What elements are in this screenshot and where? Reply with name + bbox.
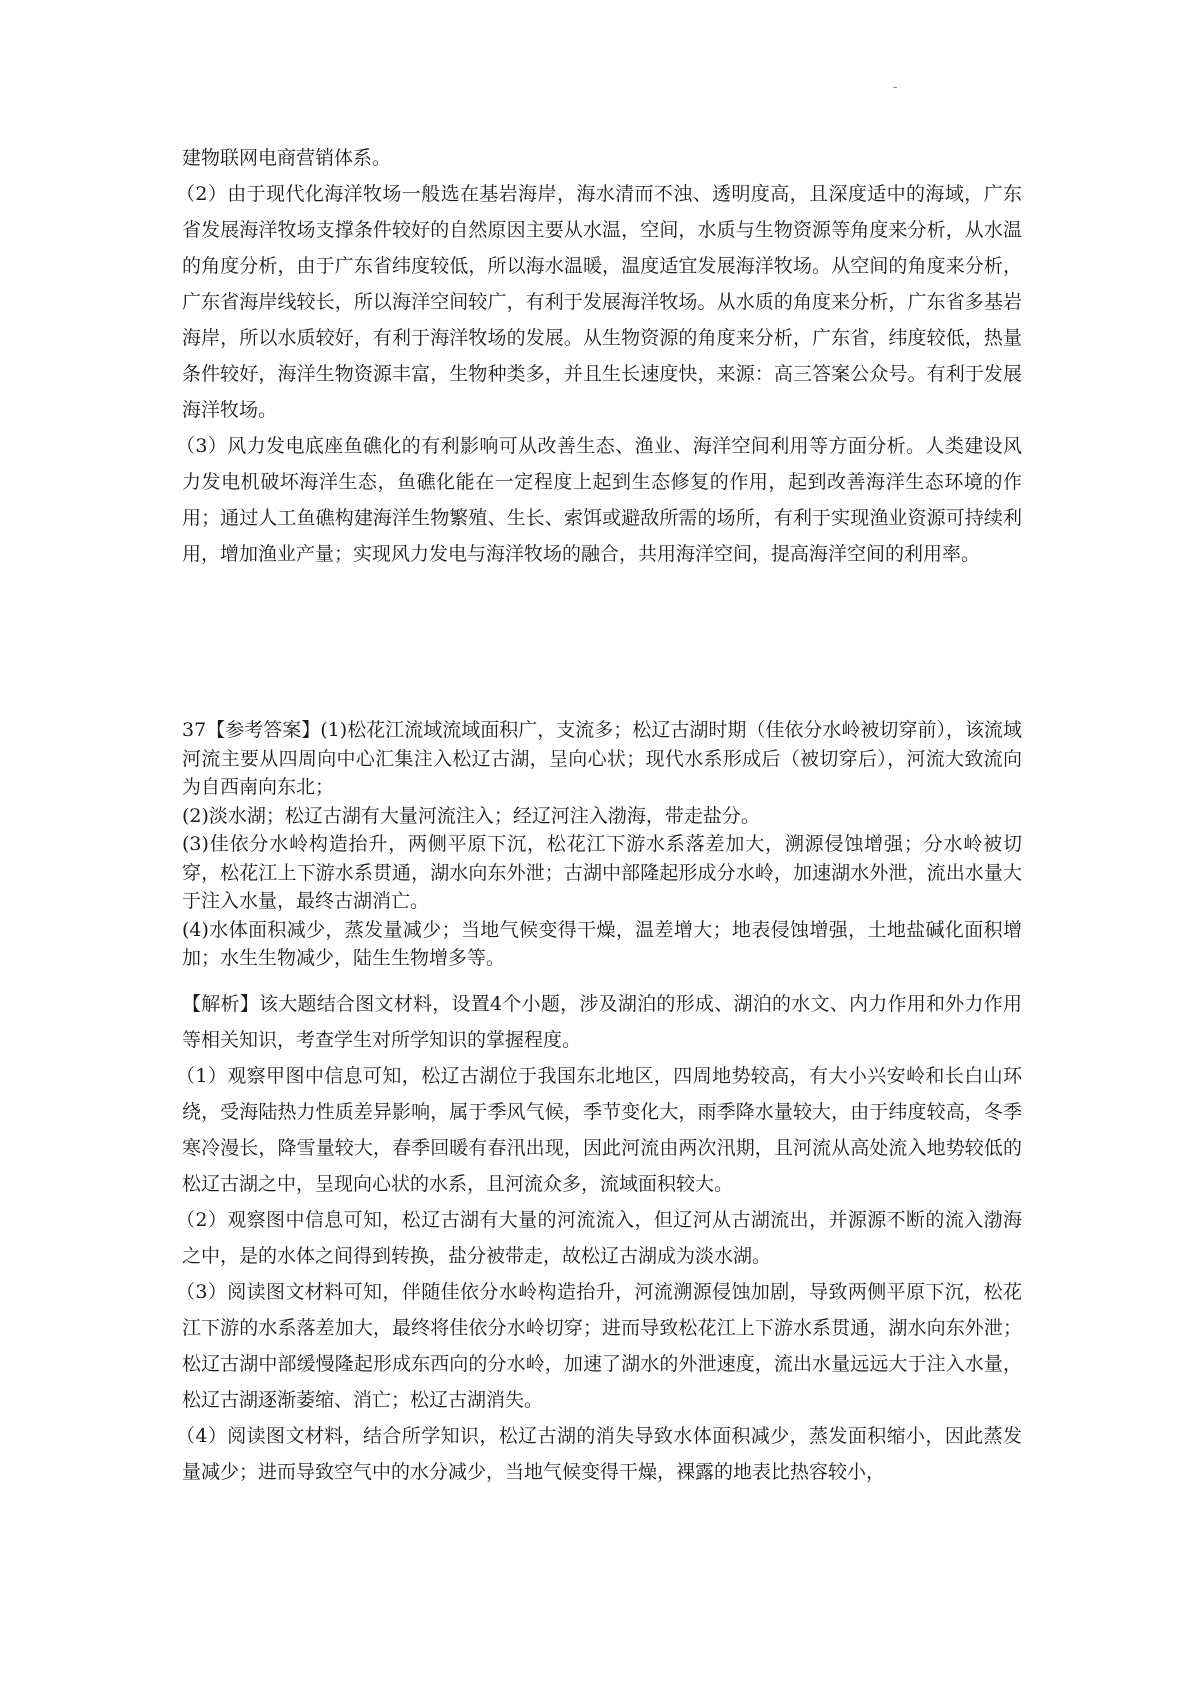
answer-37-part-4: (4)水体面积减少，蒸发量减少；当地气候变得干燥，温差增大；地表侵蚀增强，土地盐碱化面积增加；水生生物减少，陆生生物增多等。 [182,918,1022,969]
answer-37-part-1: 37【参考答案】(1)松花江流域流域面积广，支流多；松辽古湖时期（佳依分水岭被切穿前），该流域河流主要从四周向中心汇集注入松辽古湖，呈向心状；现代水系形成后（被切穿后），河流大致流向为自西南向东北； [182,719,1022,798]
analysis-36-part-3: （3）风力发电底座鱼礁化的有利影响可从改善生态、渔业、海洋空间利用等方面分析。人类建设风力发电机破坏海洋生态，鱼礁化能在一定程度上起到生态修复的作用，起到改善海洋生态环境的作用；通过人工鱼礁构建海洋生物繁殖、生长、索饵或避敌所需的场所，有利于实现渔业资源可持续利用，增加渔业产量；实现风力发电与海洋牧场的融合，共用海洋空间，提高海洋空间的利用率。 [176,435,1022,565]
analysis-37-part-1: （1）观察甲图中信息可知，松辽古湖位于我国东北地区，四周地势较高，有大小兴安岭和长白山环绕，受海陆热力性质差异影响，属于季风气候，季节变化大，雨季降水量较大，由于纬度较高，冬季寒冷漫长，降雪量较大，春季回暖有春汛出现，因此河流由两次汛期，且河流从高处流入地势较低的松辽古湖之中，呈现向心状的水系，且河流众多，流域面积较大。 [176,1065,1022,1195]
answer-37-part-3: (3)佳依分水岭构造抬升，两侧平原下沉，松花江下游水系落差加大，溯源侵蚀增强；分水岭被切穿，松花江上下游水系贯通，湖水向东外泄；古湖中部隆起形成分水岭，加速湖水外泄，流出水量大于注入水量，最终古湖消亡。 [182,833,1022,912]
analysis-37-part-2: （2）观察图中信息可知，松辽古湖有大量的河流流入，但辽河从古湖流出，并源源不断的流入渤海之中，是的水体之间得到转换，盐分被带走，故松辽古湖成为淡水湖。 [176,1209,1022,1267]
analysis-37-intro: 【解析】该大题结合图文材料，设置4个小题，涉及湖泊的形成、湖泊的水文、内力作用和外力作用等相关知识，考查学生对所学知识的掌握程度。 [182,993,1022,1051]
analysis-37-part-3: （3）阅读图文材料可知，伴随佳依分水岭构造抬升，河流溯源侵蚀加剧，导致两侧平原下沉，松花江下游的水系落差加大，最终将佳依分水岭切穿；进而导致松花江上下游水系贯通，湖水向东外泄；松辽古湖中部缓慢隆起形成东西向的分水岭，加速了湖水的外泄速度，流出水量远远大于注入水量，松辽古湖逐渐萎缩、消亡；松辽古湖消失。 [176,1281,1022,1411]
page-marker: - [893,80,898,94]
analysis-36-part-2: （2）由于现代化海洋牧场一般选在基岩海岸，海水清而不浊、透明度高，且深度适中的海域，广东省发展海洋牧场支撑条件较好的自然原因主要从水温，空间，水质与生物资源等角度来分析，从水温的角度分析，由于广东省纬度较低，所以海水温暖，温度适宜发展海洋牧场。从空间的角度来分析，广东省海岸线较长，所以海洋空间较广，有利于发展海洋牧场。从水质的角度来分析，广东省多基岩海岸，所以水质较好，有利于海洋牧场的发展。从生物资源的角度来分析，广东省，纬度较低，热量条件较好，海洋生物资源丰富，生物种类多，并且生长速度快，来源：高三答案公众号。有利于发展海洋牧场。 [176,183,1022,421]
analysis-36-tail: 建物联网电商营销体系。 [182,147,392,169]
analysis-37-section [176,986,1022,1490]
answer-37-section [182,716,1022,973]
answer-37-part-2: (2)淡水湖；松辽古湖有大量河流注入；经辽河注入渤海，带走盐分。 [182,804,760,827]
analysis-36-section [176,140,1022,572]
analysis-37-part-4: （4）阅读图文材料，结合所学知识，松辽古湖的消失导致水体面积减少，蒸发面积缩小，因此蒸发量减少；进而导致空气中的水分减少，当地气候变得干燥，裸露的地表比热容较小， [176,1425,1022,1483]
